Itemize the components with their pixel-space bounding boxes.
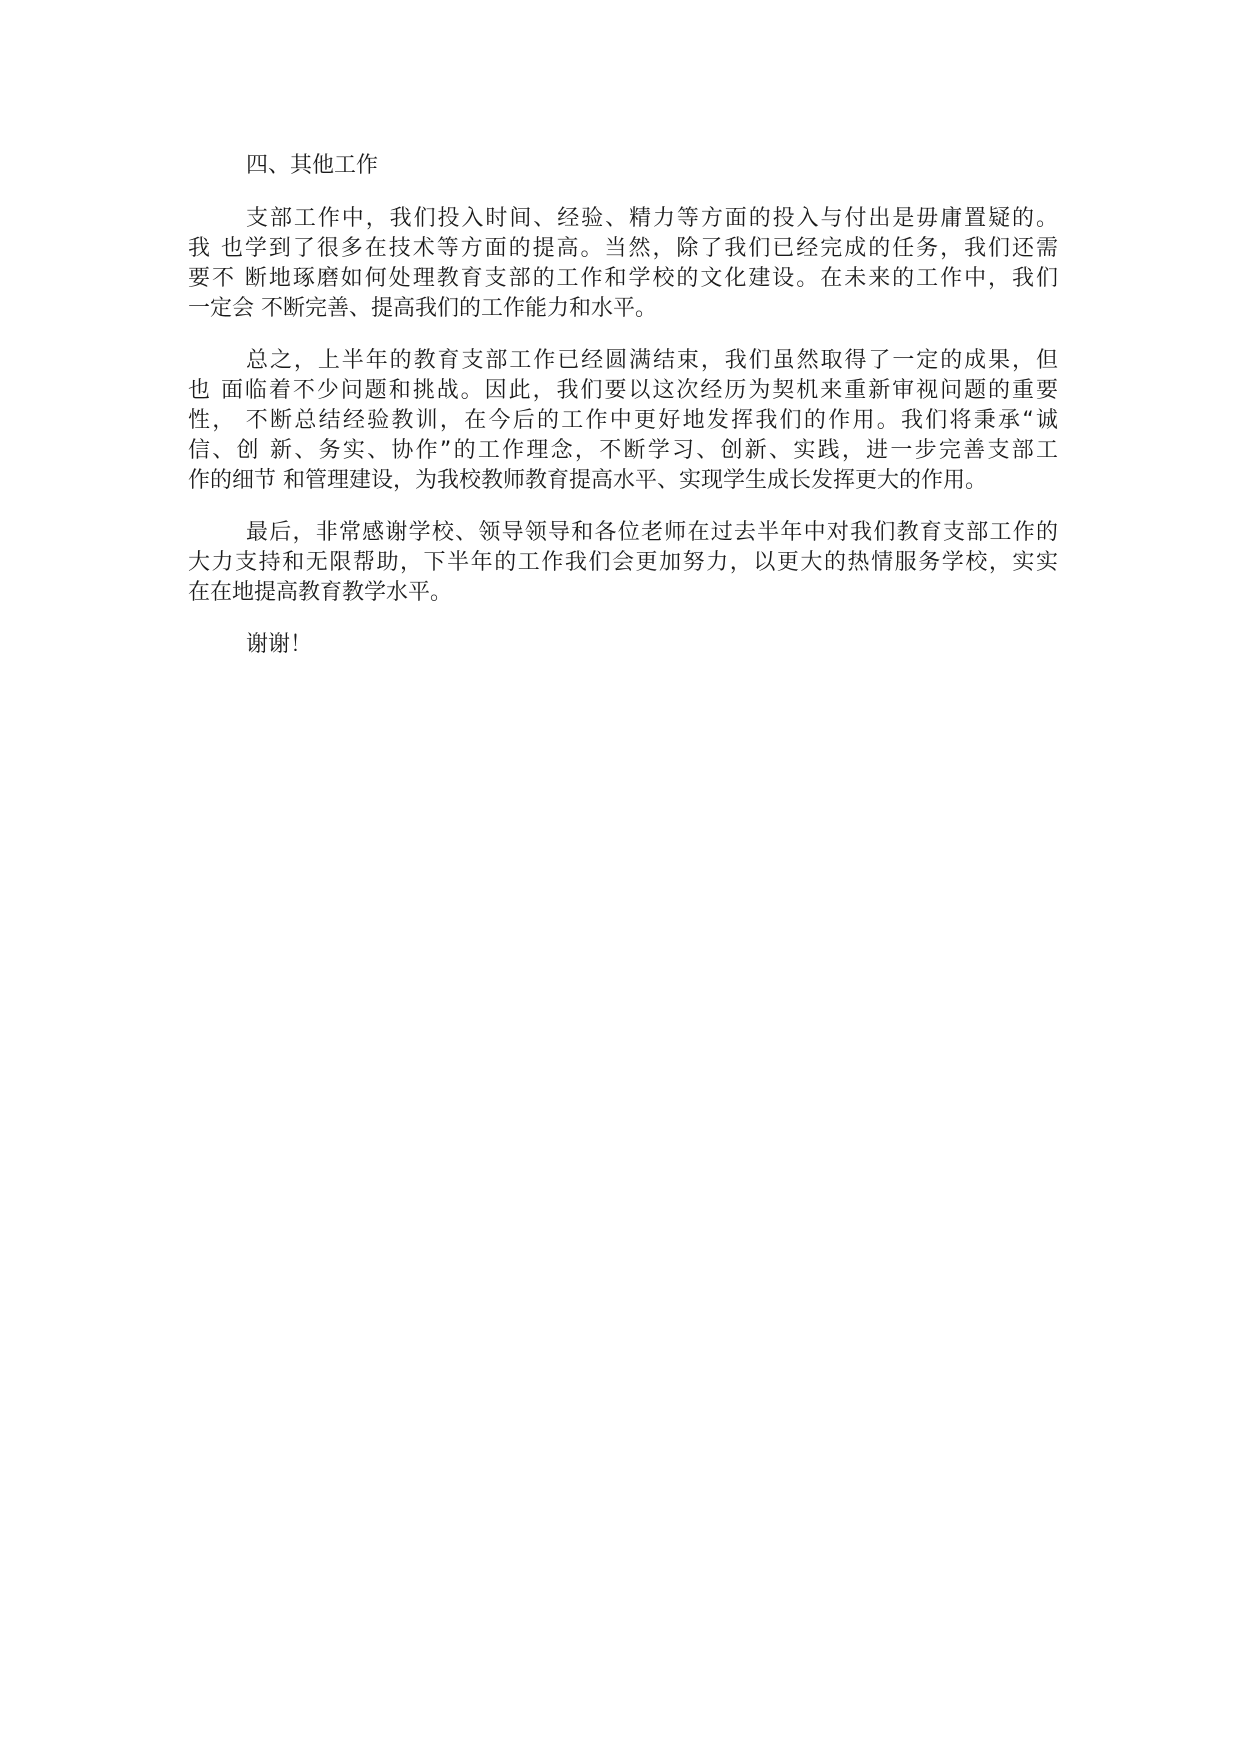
paragraph-line: 总之，上半年的教育支部工作已经圆满结束，我们虽然取得了一定的成果，但 [246, 348, 1058, 373]
closing-thanks: 谢谢！ [246, 632, 313, 657]
paragraph-1 [188, 204, 1058, 324]
paragraph-line: 性， 不断总结经验教训，在今后的工作中更好地发挥我们的作用。我们将秉承“诚 [188, 408, 1058, 433]
paragraph-line: 一定会 不断完善、提高我们的工作能力和水平。 [188, 296, 657, 321]
section-heading: 四、其他工作 [246, 153, 379, 178]
paragraph-line: 大力支持和无限帮助，下半年的工作我们会更加努力，以更大的热情服务学校，实实 [188, 550, 1058, 575]
paragraph-3 [188, 518, 1058, 608]
document-body [188, 150, 1058, 660]
paragraph-2 [188, 346, 1058, 496]
paragraph-line: 要不 断地琢磨如何处理教育支部的工作和学校的文化建设。在未来的工作中，我们 [188, 266, 1058, 291]
paragraph-line: 我 也学到了很多在技术等方面的提高。当然，除了我们已经完成的任务，我们还需 [188, 236, 1058, 261]
paragraph-line: 也 面临着不少问题和挑战。因此，我们要以这次经历为契机来重新审视问题的重要 [188, 378, 1058, 403]
paragraph-line: 支部工作中，我们投入时间、经验、精力等方面的投入与付出是毋庸置疑的。 [246, 206, 1058, 231]
paragraph-line: 作的细节 和管理建设，为我校教师教育提高水平、实现学生成长发挥更大的作用。 [188, 468, 987, 493]
paragraph-line: 信、创 新、务实、协作”的工作理念，不断学习、创新、实践，进一步完善支部工 [188, 438, 1058, 463]
paragraph-line: 在在地提高教育教学水平。 [188, 580, 453, 605]
paragraph-line: 最后，非常感谢学校、领导领导和各位老师在过去半年中对我们教育支部工作的 [246, 520, 1058, 545]
